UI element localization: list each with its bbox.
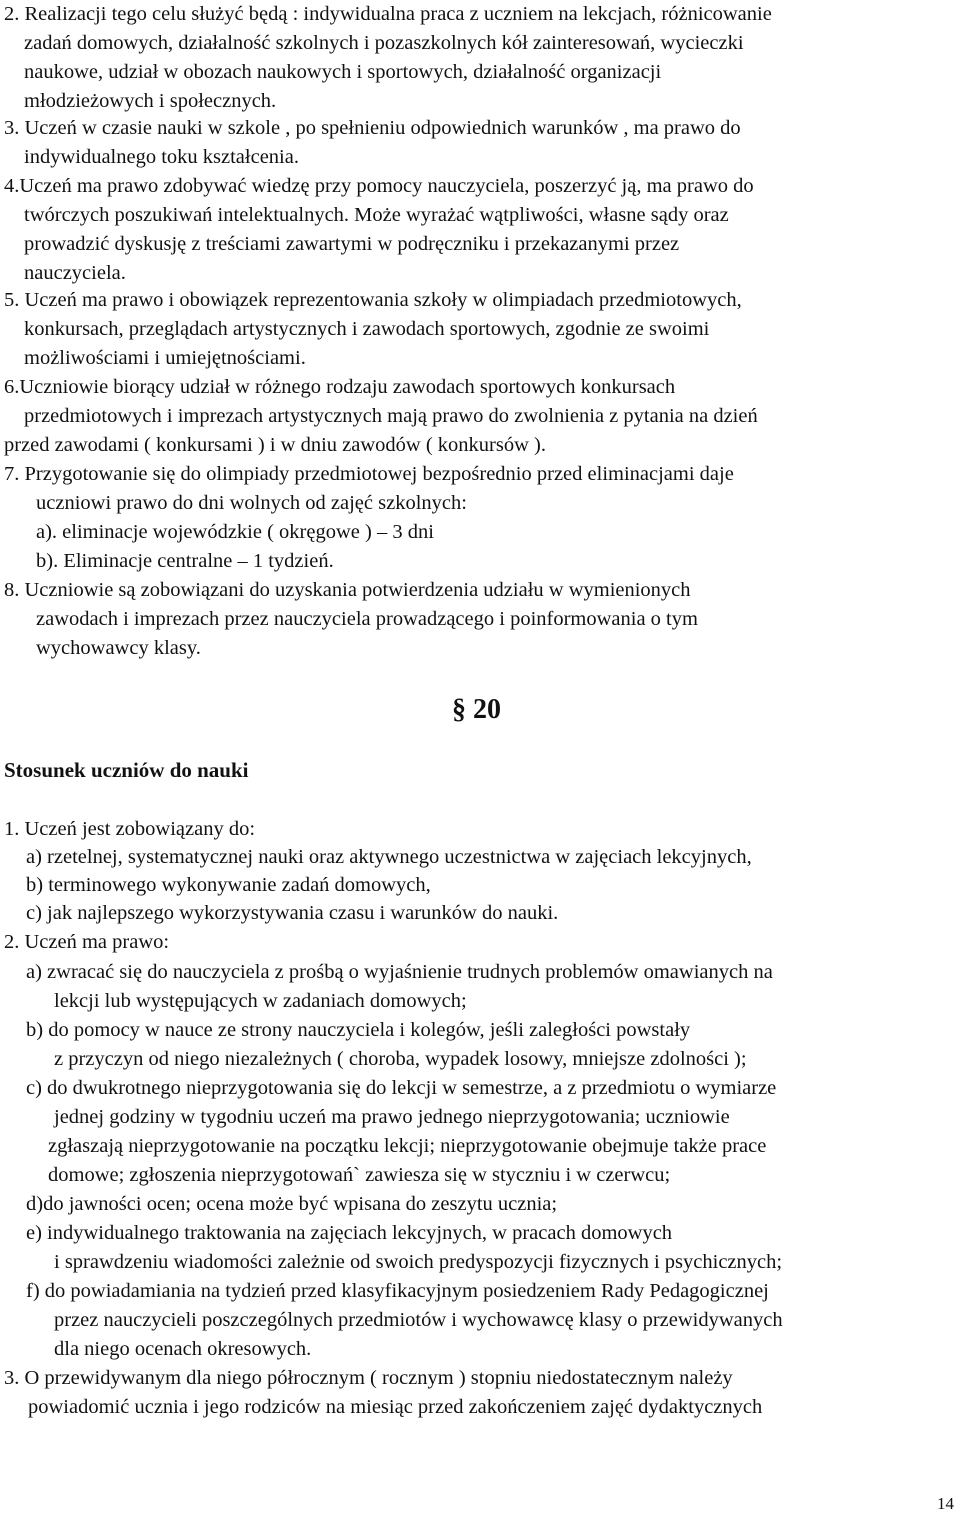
text-line: powiadomić ucznia i jego rodziców na miesiąc przed zakończeniem zajęć dydaktycznych: [28, 1396, 763, 1418]
text-line: f) do powiadamiania na tydzień przed klasyfikacyjnym posiedzeniem Rady Pedagogicznej: [26, 1280, 769, 1302]
text-line: przedmiotowych i imprezach artystycznych mają prawo do zwolnienia z pytania na dzień: [24, 405, 758, 427]
text-line: nauczyciela.: [24, 262, 126, 284]
text-line: konkursach, przeglądach artystycznych i zawodach sportowych, zgodnie ze swoimi: [24, 318, 710, 340]
text-line: możliwościami i umiejętnościami.: [24, 347, 306, 369]
text-line: naukowe, udział w obozach naukowych i sportowych, działalność organizacji: [24, 61, 662, 83]
page-number: 14: [937, 1494, 954, 1513]
text-line: zadań domowych, działalność szkolnych i pozaszkolnych kół zainteresowań, wycieczki: [24, 32, 744, 54]
text-line: z przyczyn od niego niezależnych ( choroba, wypadek losowy, mniejsze zdolności );: [54, 1048, 747, 1070]
text-line: 8. Uczniowie są zobowiązani do uzyskania potwierdzenia udziału w wymienionych: [4, 579, 691, 601]
text-line: 5. Uczeń ma prawo i obowiązek reprezentowania szkoły w olimpiadach przedmiotowych,: [4, 289, 742, 311]
text-line: e) indywidualnego traktowania na zajęciach lekcyjnych, w pracach domowych: [26, 1222, 673, 1244]
text-line: a) rzetelnej, systematycznej nauki oraz aktywnego uczestnictwa w zajęciach lekcyjnych,: [26, 846, 752, 868]
text-line: przed zawodami ( konkursami ) i w dniu zawodów ( konkursów ).: [4, 434, 546, 456]
text-line: 1. Uczeń jest zobowiązany do:: [4, 818, 256, 840]
text-line: indywidualnego toku kształcenia.: [24, 146, 299, 168]
text-line: młodzieżowych i społecznych.: [24, 90, 277, 112]
text-line: twórczych poszukiwań intelektualnych. Może wyrażać wątpliwości, własne sądy oraz: [24, 204, 729, 226]
text-line: lekcji lub występujących w zadaniach domowych;: [54, 990, 467, 1012]
text-line: a) zwracać się do nauczyciela z prośbą o wyjaśnienie trudnych problemów omawianych na: [26, 961, 773, 983]
text-line: b) do pomocy w nauce ze strony nauczyciela i kolegów, jeśli zaległości powstały: [26, 1019, 691, 1041]
text-line: zawodach i imprezach przez nauczyciela prowadzącego i poinformowania o tym: [36, 608, 698, 630]
text-line: b). Eliminacje centralne – 1 tydzień.: [36, 550, 334, 572]
text-line: i sprawdzeniu wiadomości zależnie od swoich predyspozycji fizycznych i psychicznych;: [54, 1251, 783, 1273]
text-line: jednej godziny w tygodniu uczeń ma prawo jednego nieprzygotowania; uczniowie: [54, 1106, 730, 1128]
text-line: 2. Realizacji tego celu służyć będą : indywidualna praca z uczniem na lekcjach, różnicowanie: [4, 3, 772, 25]
text-line: b) terminowego wykonywanie zadań domowych,: [26, 874, 431, 896]
text-line: 2. Uczeń ma prawo:: [4, 931, 170, 953]
text-line: d)do jawności ocen; ocena może być wpisana do zeszytu ucznia;: [26, 1193, 558, 1215]
text-line: uczniowi prawo do dni wolnych od zajęć szkolnych:: [36, 492, 467, 514]
text-line: prowadzić dyskusję z treściami zawartymi w podręczniku i przekazanymi przez: [24, 233, 680, 255]
text-line: domowe; zgłoszenia nieprzygotowań` zawiesza się w styczniu i w czerwcu;: [48, 1164, 671, 1186]
text-line: 3. Uczeń w czasie nauki w szkole , po spełnieniu odpowiednich warunków , ma prawo do: [4, 117, 741, 139]
text-line: 7. Przygotowanie się do olimpiady przedmiotowej bezpośrednio przed eliminacjami daje: [4, 463, 734, 485]
text-line: wychowawcy klasy.: [36, 637, 201, 659]
text-line: dla niego ocenach okresowych.: [54, 1338, 312, 1360]
text-line: c) do dwukrotnego nieprzygotowania się do lekcji w semestrze, a z przedmiotu o wymiarze: [26, 1077, 777, 1099]
text-line: a). eliminacje wojewódzkie ( okręgowe ) – 3 dni: [36, 521, 434, 543]
text-line: 4.Uczeń ma prawo zdobywać wiedzę przy pomocy nauczyciela, poszerzyć ją, ma prawo do: [4, 175, 754, 197]
section-title: Stosunek uczniów do nauki: [4, 758, 249, 782]
text-line: przez nauczycieli poszczególnych przedmiotów i wychowawcę klasy o przewidywanych: [54, 1309, 783, 1331]
section-number: § 20: [452, 694, 501, 725]
text-line: 3. O przewidywanym dla niego półrocznym ( rocznym ) stopniu niedostatecznym należy: [4, 1367, 733, 1389]
text-line: 6.Uczniowie biorący udział w różnego rodzaju zawodach sportowych konkursach: [4, 376, 676, 398]
text-line: c) jak najlepszego wykorzystywania czasu i warunków do nauki.: [26, 902, 559, 924]
text-line: zgłaszają nieprzygotowanie na początku lekcji; nieprzygotowanie obejmuje także prace: [48, 1135, 767, 1157]
